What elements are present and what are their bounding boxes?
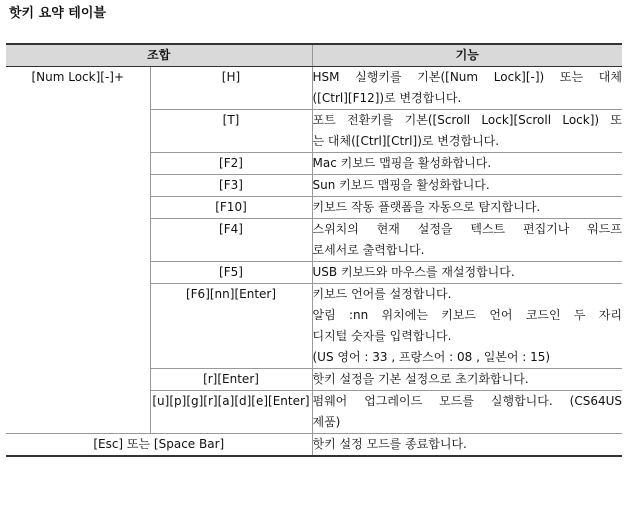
key-cell: [H] xyxy=(150,67,312,110)
function-text-line: 키보드 언어를 설정합니다. xyxy=(312,287,452,301)
function-text-line: Mac 키보드 맵핑을 활성화합니다. xyxy=(312,156,492,170)
function-text-line: 로세서로 출력합니다. xyxy=(312,243,425,257)
exit-combo-cell: [Esc] 또는 [Space Bar] xyxy=(6,434,312,457)
function-cell xyxy=(312,369,622,391)
key-cell: [F2] xyxy=(150,153,312,175)
function-cell xyxy=(312,197,622,219)
table-row-exit xyxy=(6,434,622,457)
key-cell: [F5] xyxy=(150,262,312,284)
function-cell xyxy=(312,284,622,369)
function-text-line: 키보드 작동 플랫폼을 자동으로 탐지합니다. xyxy=(312,200,541,214)
function-text-line: 제품) xyxy=(312,415,341,429)
hotkey-summary-table xyxy=(6,43,622,457)
key-cell: [r][Enter] xyxy=(150,369,312,391)
function-text-line: ([Ctrl][F12])로 변경합니다. xyxy=(312,91,462,105)
function-text-line: 스위치의 현재 설정을 텍스트 편집기나 워드프 xyxy=(312,222,622,236)
modifier-cell: [Num Lock][-]+ xyxy=(6,67,150,434)
function-cell xyxy=(312,262,622,284)
function-text-line: 알림 :nn 위치에는 키보드 언어 코드인 두 자리 xyxy=(312,308,622,322)
function-cell xyxy=(312,110,622,153)
header-combo: 조합 xyxy=(6,44,312,67)
function-text-line: 펌웨어 업그레이드 모드를 실행합니다. (CS64US xyxy=(312,394,622,408)
header-function: 기능 xyxy=(312,44,622,67)
table-row xyxy=(6,67,622,110)
key-cell: [F10] xyxy=(150,197,312,219)
function-text-line: HSM 실행키를 기본([Num Lock][-]) 또는 대체 xyxy=(312,70,622,84)
function-text-line: 핫키 설정 모드를 종료합니다. xyxy=(312,437,467,451)
function-text-line: 디지털 숫자를 입력합니다. xyxy=(312,329,452,343)
function-text-line: USB 키보드와 마우스를 재설정합니다. xyxy=(312,265,515,279)
page-title: 핫키 요약 테이블 xyxy=(9,6,106,21)
key-cell: [F3] xyxy=(150,175,312,197)
function-cell xyxy=(312,391,622,434)
function-text-line: 는 대체([Ctrl][Ctrl])로 변경합니다. xyxy=(312,134,500,148)
key-cell: [T] xyxy=(150,110,312,153)
function-text-line: Sun 키보드 맵핑을 활성화합니다. xyxy=(312,178,490,192)
function-cell xyxy=(312,219,622,262)
function-text-line: (US 영어 : 33 , 프랑스어 : 08 , 일본어 : 15) xyxy=(312,350,551,364)
key-cell: [u][p][g][r][a][d][e][Enter] xyxy=(150,391,312,434)
function-cell xyxy=(312,175,622,197)
exit-function-cell xyxy=(312,434,622,457)
function-cell xyxy=(312,153,622,175)
function-text-line: 핫키 설정을 기본 설정으로 초기화합니다. xyxy=(312,372,529,386)
function-cell xyxy=(312,67,622,110)
key-cell: [F6][nn][Enter] xyxy=(150,284,312,369)
table-header-row xyxy=(6,44,622,67)
function-text-line: 포트 전환키를 기본([Scroll Lock][Scroll Lock]) 또 xyxy=(312,113,622,127)
key-cell: [F4] xyxy=(150,219,312,262)
